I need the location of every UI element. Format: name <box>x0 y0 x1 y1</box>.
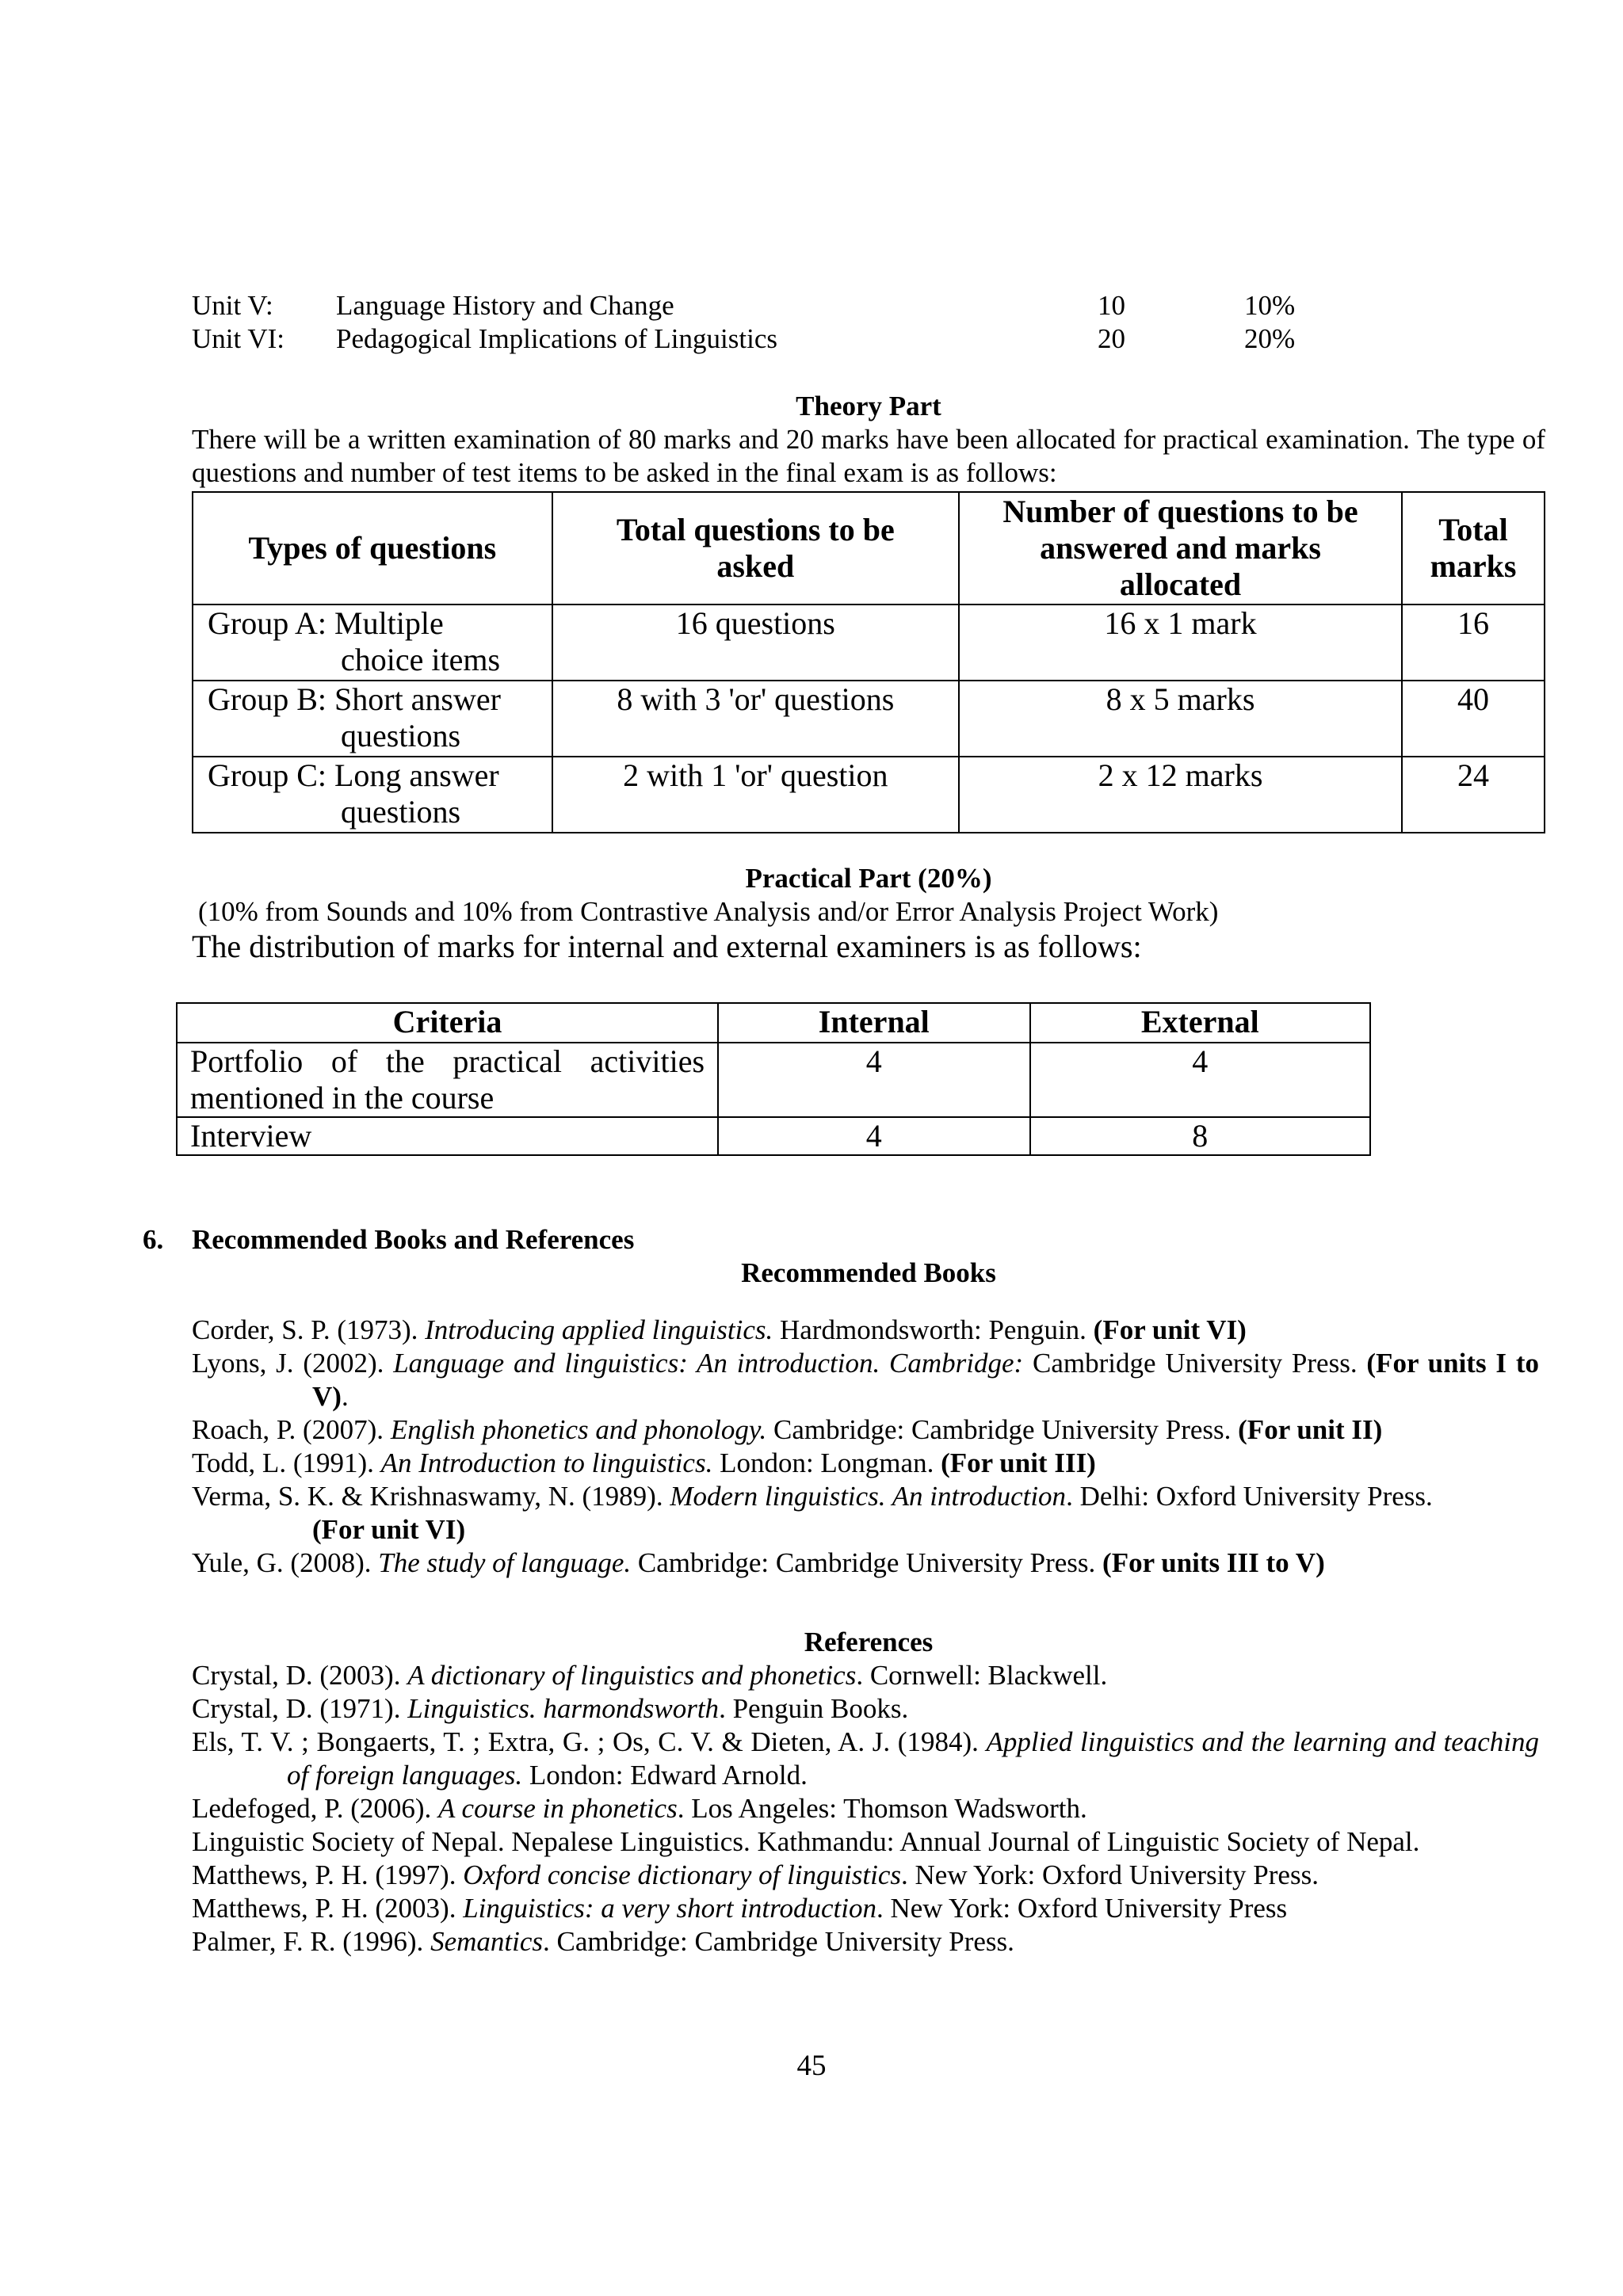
reference-entry <box>192 1726 1539 1792</box>
references-heading: References <box>804 1627 934 1657</box>
book-author: Verma, S. K. & Krishnaswamy, N. (1989). <box>192 1481 670 1512</box>
reference-publisher: . New York: Oxford University Press <box>876 1893 1288 1924</box>
book-author: Roach, P. (2007). <box>192 1414 391 1445</box>
section-title: Recommended Books and References <box>192 1224 635 1255</box>
book-title: Language and linguistics: An introduction. Cambridge: <box>393 1348 1024 1379</box>
reference-author: Palmer, F. R. (1996). <box>192 1926 431 1957</box>
reference-publisher: . Cornwell: Blackwell. <box>856 1660 1108 1691</box>
table-row <box>177 1043 1370 1117</box>
header-internal: Internal <box>718 1003 1030 1043</box>
question-type-line2: choice items <box>341 642 501 677</box>
theory-heading: Theory Part <box>796 391 941 421</box>
unit-percent: 20% <box>1244 323 1296 354</box>
reference-author: Crystal, D. (2003). <box>192 1660 408 1691</box>
reference-publisher: . New York: Oxford University Press. <box>901 1859 1319 1890</box>
book-entry <box>192 1314 1539 1347</box>
total-marks: 16 <box>1402 605 1545 681</box>
unit-hours: 10 <box>1098 290 1125 321</box>
question-type <box>193 757 552 833</box>
book-unit: (For unit VI) <box>312 1514 466 1545</box>
external-cell: 8 <box>1030 1117 1370 1155</box>
reference-entry <box>192 1825 1539 1859</box>
header-total-marks: Total marks <box>1402 492 1545 605</box>
reference-author: Ledefoged, P. (2006). <box>192 1793 439 1824</box>
unit-hours: 20 <box>1098 323 1125 354</box>
section-number: 6. <box>143 1224 164 1255</box>
total-marks: 24 <box>1402 757 1545 833</box>
internal-cell: 4 <box>718 1117 1030 1155</box>
question-type-line2: questions <box>341 718 461 753</box>
header-number-questions: Number of questions to be answered and marks allocated <box>959 492 1402 605</box>
reference-entry <box>192 1925 1539 1958</box>
book-tail: . <box>341 1381 349 1412</box>
book-title: English phonetics and phonology. <box>390 1414 767 1445</box>
book-unit: (For units III to V) <box>1102 1547 1325 1578</box>
book-title: Introducing applied linguistics. <box>425 1314 773 1345</box>
external-cell: 4 <box>1030 1043 1370 1117</box>
table-row <box>193 681 1545 757</box>
reference-author: Matthews, P. H. (1997). <box>192 1859 464 1890</box>
header-criteria: Criteria <box>177 1003 718 1043</box>
theory-table <box>192 491 1545 833</box>
book-unit: (For units I to V) <box>312 1348 1539 1412</box>
total-questions: 16 questions <box>552 605 959 681</box>
reference-author: Crystal, D. (1971). <box>192 1693 408 1724</box>
reference-title: A dictionary of linguistics and phonetics <box>407 1660 857 1691</box>
table-header-row <box>193 492 1545 605</box>
reference-title: Linguistics. harmondsworth <box>407 1693 720 1724</box>
reference-publisher: . Los Angeles: Thomson Wadsworth. <box>677 1793 1087 1824</box>
question-type-line1: Group C: Long answer <box>208 757 499 793</box>
book-entry <box>192 1447 1539 1480</box>
total-questions: 2 with 1 'or' question <box>552 757 959 833</box>
book-publisher: Hardmondsworth: Penguin. <box>773 1314 1094 1345</box>
unit-row <box>192 288 1301 323</box>
unit-title: Language History and Change <box>336 290 674 321</box>
reference-publisher: London: Edward Arnold. <box>522 1760 808 1791</box>
book-author: Corder, S. P. (1973). <box>192 1314 426 1345</box>
unit-percent: 10% <box>1244 290 1296 321</box>
unit-title: Pedagogical Implications of Linguistics <box>336 323 777 354</box>
question-type <box>193 681 552 757</box>
book-entry <box>192 1347 1539 1413</box>
book-unit: (For unit II) <box>1238 1414 1383 1445</box>
question-type-line1: Group B: Short answer <box>208 681 501 717</box>
reference-author: Els, T. V. ; Bongaerts, T. ; Extra, G. ; Os, C. V. & Dieten, A. J. (1984). <box>192 1726 987 1757</box>
theory-intro: There will be a written examination of 80 marks and 20 marks have been allocated for practical examination. The type of questions and number of test items to be asked in the final exam is as follows: <box>192 424 1545 488</box>
reference-title: Linguistics: a very short introduction <box>463 1893 876 1924</box>
reference-title: Semantics <box>430 1926 543 1957</box>
book-title: An Introduction to linguistics. <box>380 1447 713 1478</box>
book-author: Todd, L. (1991). <box>192 1447 381 1478</box>
book-entry <box>192 1480 1539 1547</box>
table-header-row <box>177 1003 1370 1043</box>
book-unit: (For unit III) <box>941 1447 1096 1478</box>
reference-publisher: . Cambridge: Cambridge University Press. <box>542 1926 1014 1957</box>
header-types: Types of questions <box>193 492 552 605</box>
reference-entry <box>192 1859 1539 1892</box>
internal-cell: 4 <box>718 1043 1030 1117</box>
practical-heading: Practical Part (20%) <box>745 863 992 894</box>
criteria-cell: Portfolio of the practical activities mentioned in the course <box>177 1043 718 1117</box>
total-marks: 40 <box>1402 681 1545 757</box>
question-type <box>193 605 552 681</box>
book-author: Lyons, J. (2002). <box>192 1348 394 1379</box>
reference-entry <box>192 1792 1539 1825</box>
reference-title: Oxford concise dictionary of linguistics <box>463 1859 902 1890</box>
book-publisher: London: Longman. <box>712 1447 941 1478</box>
reference-title: A course in phonetics <box>438 1793 678 1824</box>
unit-row <box>192 322 1301 357</box>
book-author: Yule, G. (2008). <box>192 1547 379 1578</box>
page-number: 45 <box>796 2050 827 2082</box>
question-type-line1: Group A: Multiple <box>208 605 444 641</box>
book-publisher: Cambridge University Press. <box>1023 1348 1367 1379</box>
book-publisher: Cambridge: Cambridge University Press. <box>766 1414 1239 1445</box>
book-title: The study of language. <box>378 1547 632 1578</box>
reference-entry <box>192 1892 1539 1925</box>
practical-distribution: The distribution of marks for internal and external examiners is as follows: <box>192 929 1142 964</box>
recommended-books-heading: Recommended Books <box>741 1257 996 1288</box>
answered-marks: 2 x 12 marks <box>959 757 1402 833</box>
practical-note: (10% from Sounds and 10% from Contrastive Analysis and/or Error Analysis Project Work) <box>198 896 1219 927</box>
practical-table <box>176 1002 1371 1156</box>
book-publisher: Cambridge: Cambridge University Press. <box>631 1547 1103 1578</box>
book-title: Modern linguistics. An introduction <box>670 1481 1067 1512</box>
book-entry <box>192 1547 1539 1580</box>
reference-publisher: . Penguin Books. <box>719 1693 909 1724</box>
question-type-line2: questions <box>341 794 461 830</box>
reference-entry <box>192 1692 1539 1726</box>
reference-title: Applied linguistics and the learning and teaching of foreign languages. <box>287 1726 1539 1791</box>
reference-author: Linguistic Society of Nepal. Nepalese Linguistics. Kathmandu: Annual Journal of Linguistic Society of Nepal. <box>192 1826 1420 1857</box>
unit-code: Unit V: <box>192 290 273 321</box>
book-publisher: . Delhi: Oxford University Press. <box>1066 1481 1433 1512</box>
answered-marks: 8 x 5 marks <box>959 681 1402 757</box>
table-row <box>177 1117 1370 1155</box>
unit-code: Unit VI: <box>192 323 285 354</box>
table-row <box>193 605 1545 681</box>
answered-marks: 16 x 1 mark <box>959 605 1402 681</box>
header-external: External <box>1030 1003 1370 1043</box>
total-questions: 8 with 3 'or' questions <box>552 681 959 757</box>
reference-author: Matthews, P. H. (2003). <box>192 1893 464 1924</box>
book-unit: (For unit VI) <box>1093 1314 1247 1345</box>
reference-entry <box>192 1659 1539 1692</box>
book-entry <box>192 1413 1539 1447</box>
table-row <box>193 757 1545 833</box>
criteria-cell: Interview <box>177 1117 718 1155</box>
header-total-questions: Total questions to be asked <box>552 492 959 605</box>
